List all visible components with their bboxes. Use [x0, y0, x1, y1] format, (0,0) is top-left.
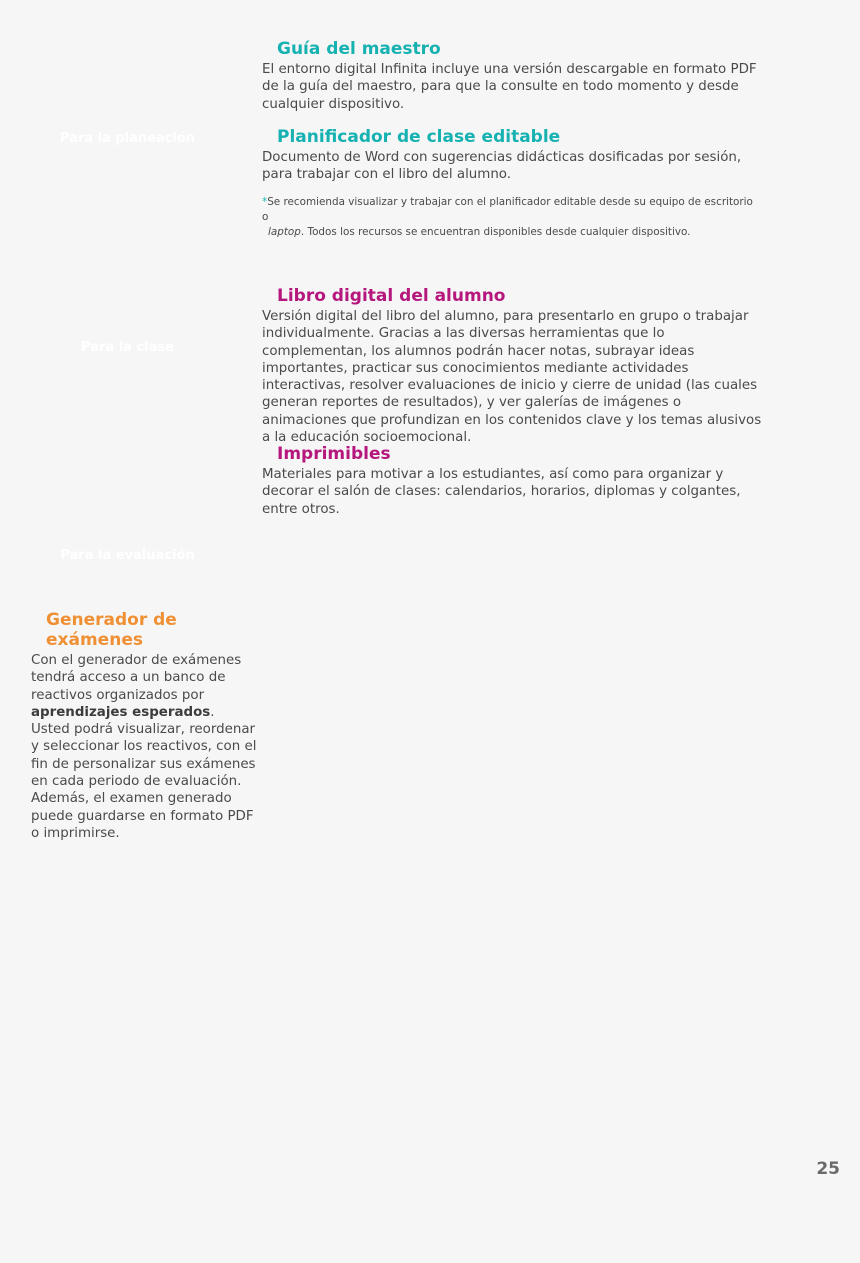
nota-text: *Se recomienda visualizar y trabajar con el planificador editable desde su equipo de escritorio o laptop. Todos los recursos se encuentran disponibles desde cualquier dispositivo. [262, 196, 753, 238]
planificador-title: Planificador de clase editable [277, 127, 561, 147]
nota-recomendacion [262, 195, 762, 240]
guia-body: El entorno digital Infinita incluye una versión descargable en formato PDF de la guía del maestro, para que la consulte en todo momento y desde cualquier dispositivo. [262, 62, 757, 112]
imprimibles-section [262, 444, 762, 518]
section-label-clase: Para la clase [81, 340, 174, 355]
planificador-section [262, 127, 762, 184]
page-number: 25 [816, 1159, 840, 1179]
libro-title: Libro digital del alumno [277, 286, 506, 306]
libro-section [262, 286, 762, 446]
generador-section [31, 610, 257, 842]
section-label-evaluacion: Para la evaluación [60, 548, 195, 563]
nota-asterisk: * [262, 196, 268, 208]
guia-title: Guía del maestro [277, 39, 441, 59]
generador-title: Generador de exámenes [46, 610, 177, 650]
section-label-planeacion: Para la planeación [59, 131, 196, 146]
generador-body: Con el generador de exámenes tendrá acceso a un banco de reactivos organizados por aprendizajes esperados. Usted podrá visualizar, reordenar y seleccionar los reactivos, con el fin de personalizar sus exámenes en cada periodo de evaluación. Además, el examen generado puede guardarse en formato PDF o imprimirse. [31, 653, 257, 841]
planificador-body: Documento de Word con sugerencias didácticas dosificadas por sesión, para trabajar con el libro del alumno. [262, 150, 742, 183]
imprimibles-body: Materiales para motivar a los estudiantes, así como para organizar y decorar el salón de clases: calendarios, horarios, diplomas y colgantes, entre otros. [262, 467, 741, 517]
imprimibles-title: Imprimibles [277, 444, 391, 464]
libro-body: Versión digital del libro del alumno, para presentarlo en grupo o trabajar individualmente. Gracias a las diversas herramientas que lo complementan, los alumnos podrán hacer notas, subrayar ideas importantes, practicar sus conocimientos mediante actividades interactivas, resolver evaluaciones de inicio y cierre de unidad (las cuales generan reportes de resultados), y ver galerías de imágenes o animaciones que profundizan en los contenidos clave y los temas alusivos a la educación socioemocional. [262, 309, 762, 446]
guia-section [262, 39, 762, 113]
